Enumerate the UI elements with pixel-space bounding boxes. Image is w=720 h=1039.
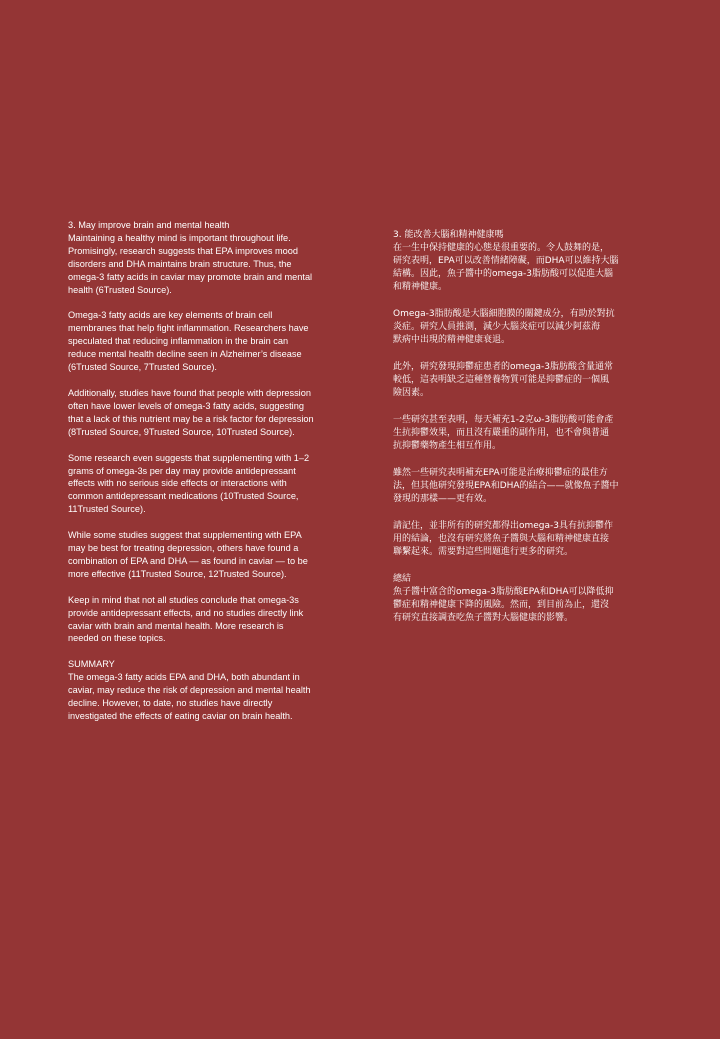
english-summary [68, 658, 338, 723]
english-paragraph: Maintaining a healthy mind is important throughout life. Promisingly, research suggests that EPA improves mood disorders and DHA maintains brain structure. Thus, the omega-3 fatty acids in caviar may promote brain and mental health (6Trusted Source). [68, 232, 313, 295]
chinese-summary-text: 魚子醬中富含的omega-3脂肪酸EPA和DHA可以降低抑 鬱症和精神健康下降的風險。然而，到目前為止，還沒 有研究直接調查吃魚子醬對大腦健康的影響。 [393, 587, 614, 623]
chinese-heading: 3. 能改善大腦和精神健康嗎 [393, 230, 504, 240]
chinese-summary-heading: 總結 [393, 574, 412, 584]
chinese-paragraph: 此外，研究發現抑鬱症患者的omega-3脂肪酸含量通常 較低，這表明缺乏這種營養物質可能是抑鬱症的一個風 險因素。 [393, 362, 614, 398]
chinese-paragraph: 雖然一些研究表明補充EPA可能是治療抑鬱症的最佳方 法，但其他研究發現EPA和DHA的結合——就像魚子醬中 發現的那樣——更有效。 [393, 468, 619, 504]
chinese-paragraph: 在一生中保持健康的心態是很重要的。令人鼓舞的是， 研究表明，EPA可以改善情緒障礙，而DHA可以維持大腦 結構。因此，魚子醬中的omega-3脂肪酸可以促進大腦 和精神健康。 [393, 243, 619, 292]
english-paragraph: Some research even suggests that supplementing with 1–2 grams of omega-3s per day may provide antidepressant effects with no serious side effects or interactions with common antidepressant medications (10Trusted Source, 11Trusted Source). [68, 452, 310, 515]
english-summary-heading: SUMMARY [68, 659, 115, 670]
chinese-paragraph: 一些研究甚至表明，每天補充1-2克ω-3脂肪酸可能會產 生抗抑鬱效果，而且沒有嚴重的副作用，也不會與普通 抗抑鬱藥物產生相互作用。 [393, 415, 614, 451]
english-section-1 [68, 219, 338, 296]
chinese-paragraph: 請記住，並非所有的研究都得出omega-3具有抗抑鬱作 用的結論，也沒有研究將魚子醬與大腦和精神健康直接 聯繫起來。需要對這些問題進行更多的研究。 [393, 521, 614, 557]
english-summary-text: The omega-3 fatty acids EPA and DHA, both abundant in caviar, may reduce the risk of depression and mental health decline. However, to date, no studies have directly investigated the effects of eating caviar on brain health. [68, 672, 311, 721]
english-heading: 3. May improve brain and mental health [68, 220, 230, 230]
english-paragraph: Additionally, studies have found that people with depression often have lower levels of omega-3 fatty acids, suggesting that a lack of this nutrient may be a risk factor for depression (8Trusted Source, 9Trusted Source, 10Trusted Source). [68, 387, 314, 437]
chinese-column [393, 229, 657, 639]
english-paragraph: While some studies suggest that supplementing with EPA may be best for treating depression, others have found a combination of EPA and DHA — as found in caviar — to be more effective (11Trusted Source, 12Trusted Source). [68, 530, 308, 579]
chinese-summary [393, 573, 657, 625]
chinese-paragraph: Omega-3脂肪酸是大腦細胞膜的關鍵成分，有助於對抗 炎症。研究人員推測，減少大腦炎症可以減少阿茲海 默病中出現的精神健康衰退。 [393, 309, 615, 345]
english-column [68, 219, 338, 736]
chinese-section-1 [393, 229, 657, 294]
english-paragraph: Omega-3 fatty acids are key elements of brain cell membranes that help fight inflammation. Researchers have speculated that reducing inflammation in the brain can reduce mental health decline seen in Alzheimer’s disease (6Trusted Source, 7Trusted Source). [68, 310, 309, 373]
english-paragraph: Keep in mind that not all studies conclude that omega-3s provide antidepressant effects, and no studies directly link caviar with brain and mental health. More research is needed on these topics. [68, 594, 304, 644]
